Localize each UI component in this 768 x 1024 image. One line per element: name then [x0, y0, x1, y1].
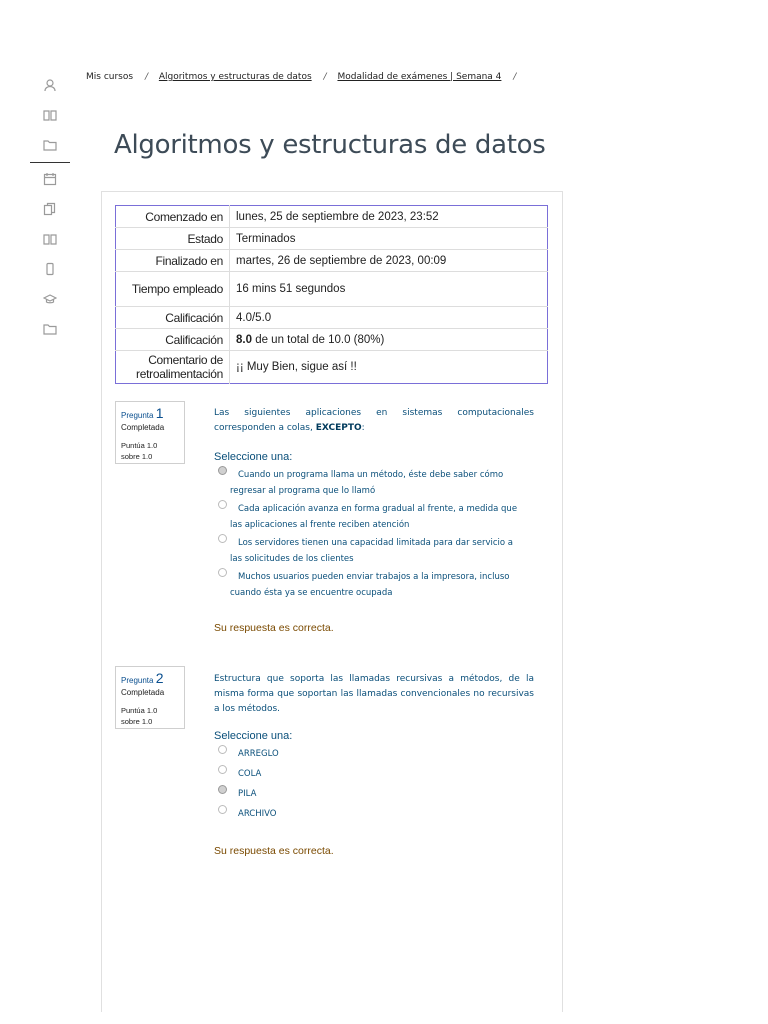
summary-value: Terminados [230, 228, 548, 250]
question-label: Pregunta [121, 411, 154, 420]
summary-value: 16 mins 51 segundos [230, 272, 548, 307]
sidebar-item-grades[interactable] [30, 284, 70, 314]
option-text: ARREGLO [238, 749, 279, 759]
folder-icon [43, 138, 57, 152]
summary-row [116, 307, 548, 329]
option-text: Cada aplicación avanza en forma gradual al frente, a medida que [238, 504, 518, 514]
copy-icon [43, 202, 57, 216]
sidebar-item-library[interactable] [30, 224, 70, 254]
summary-label: Finalizado en [116, 250, 230, 272]
summary-label: Calificación [116, 307, 230, 329]
radio-button[interactable] [218, 534, 227, 543]
summary-row [116, 272, 548, 307]
answer-option[interactable] [218, 467, 536, 499]
folder-icon [43, 322, 57, 336]
answer-option[interactable] [218, 746, 536, 762]
option-text: ARCHIVO [238, 809, 277, 819]
sidebar-item-mobile[interactable] [30, 254, 70, 284]
summary-label: Estado [116, 228, 230, 250]
breadcrumb-course-link[interactable]: Algoritmos y estructuras de datos [158, 72, 312, 82]
summary-row [116, 250, 548, 272]
summary-value: lunes, 25 de septiembre de 2023, 23:52 [236, 210, 439, 223]
phone-icon [43, 262, 57, 276]
summary-value: 4.0/5.0 [230, 307, 548, 329]
radio-button[interactable] [218, 500, 227, 509]
sidebar-item-calendar[interactable] [30, 164, 70, 194]
answer-feedback: Su respuesta es correcta. [214, 622, 334, 634]
question-state: Completada [121, 423, 165, 432]
book-icon [43, 108, 57, 122]
question-grade: Puntúa 1.0 [121, 441, 158, 450]
option-text: las aplicaciones al frente reciben atención [230, 520, 410, 530]
answer-option[interactable] [218, 569, 536, 601]
summary-value: ¡¡ Muy Bien, sigue así !! [230, 351, 548, 384]
question-text-emphasis: EXCEPTO [315, 423, 362, 433]
breadcrumb-separator: / [323, 72, 327, 82]
summary-label: Calificación [116, 329, 230, 351]
breadcrumb-separator: / [513, 72, 517, 82]
graduation-cap-icon [43, 292, 57, 306]
question-state: Completada [121, 688, 165, 697]
radio-button[interactable] [218, 568, 227, 577]
summary-label: Comentario de retroalimentación [116, 351, 230, 384]
question-grade-max: sobre 1.0 [121, 452, 153, 461]
summary-row [116, 228, 548, 250]
attempt-summary-table [115, 205, 548, 384]
option-text: Los servidores tienen una capacidad limitada para dar servicio a [238, 538, 513, 548]
calendar-icon [43, 172, 57, 186]
answer-option[interactable] [218, 501, 536, 533]
radio-button[interactable] [218, 765, 227, 774]
summary-label: Tiempo empleado [116, 272, 230, 307]
summary-value [230, 329, 548, 351]
grade-rest-value: de un total de 10.0 (80%) [252, 333, 385, 346]
question-text-part: : [361, 423, 365, 433]
user-icon [43, 78, 57, 92]
question-text [214, 406, 534, 436]
answer-option[interactable] [218, 806, 536, 822]
radio-button[interactable] [218, 805, 227, 814]
question-info-box [115, 401, 185, 464]
summary-row [116, 329, 548, 351]
question-grade: Puntúa 1.0 [121, 706, 158, 715]
summary-row [116, 351, 548, 384]
option-text: Muchos usuarios pueden enviar trabajos a la impresora, incluso [238, 572, 510, 582]
breadcrumb-section-link[interactable]: Modalidad de exámenes | Semana 4 [337, 72, 502, 82]
summary-label: Comenzado en [116, 206, 230, 228]
answer-feedback: Su respuesta es correcta. [214, 845, 334, 857]
sidebar-item-folder[interactable] [30, 314, 70, 344]
radio-button[interactable] [218, 466, 227, 475]
sidebar-active-indicator [30, 162, 70, 163]
book-open-icon [43, 232, 57, 246]
answer-option[interactable] [218, 766, 536, 782]
question-number: 2 [155, 670, 164, 686]
option-text: regresar al programa que lo llamó [230, 486, 376, 496]
option-text: COLA [238, 769, 262, 779]
summary-row [116, 206, 548, 228]
question-number: 1 [155, 405, 164, 421]
summary-value: martes, 26 de septiembre de 2023, 00:09 [230, 250, 548, 272]
question-label: Pregunta [121, 676, 154, 685]
answer-option[interactable] [218, 535, 536, 567]
option-text: cuando ésta ya se encuentre ocupada [230, 588, 393, 598]
question-info-box [115, 666, 185, 729]
radio-button[interactable] [218, 785, 227, 794]
breadcrumb [86, 72, 524, 82]
sidebar-item-profile[interactable] [30, 70, 70, 100]
question-prompt: Seleccione una: [214, 451, 293, 463]
question-grade-max: sobre 1.0 [121, 717, 153, 726]
radio-button[interactable] [218, 745, 227, 754]
breadcrumb-home-link[interactable]: Mis cursos [86, 72, 134, 82]
question-text-part: Las siguientes aplicaciones en sistemas computacionales corresponden a colas, [214, 408, 534, 433]
option-text: Cuando un programa llama un método, éste debe saber cómo [238, 470, 504, 480]
option-text: PILA [238, 789, 257, 799]
page-title: Algoritmos y estructuras de datos [114, 130, 546, 160]
sidebar-item-documents[interactable] [30, 194, 70, 224]
sidebar-item-files[interactable] [30, 130, 70, 160]
question-prompt: Seleccione una: [214, 730, 293, 742]
breadcrumb-separator: / [144, 72, 148, 82]
sidebar-item-courses[interactable] [30, 100, 70, 130]
answer-option[interactable] [218, 786, 536, 802]
grade-bold-value: 8.0 [236, 333, 252, 346]
question-text: Estructura que soporta las llamadas recursivas a métodos, de la misma forma que soportan las llamadas convencionales no recursivas a los métodos. [214, 674, 534, 714]
option-text: las solicitudes de los clientes [230, 554, 354, 564]
